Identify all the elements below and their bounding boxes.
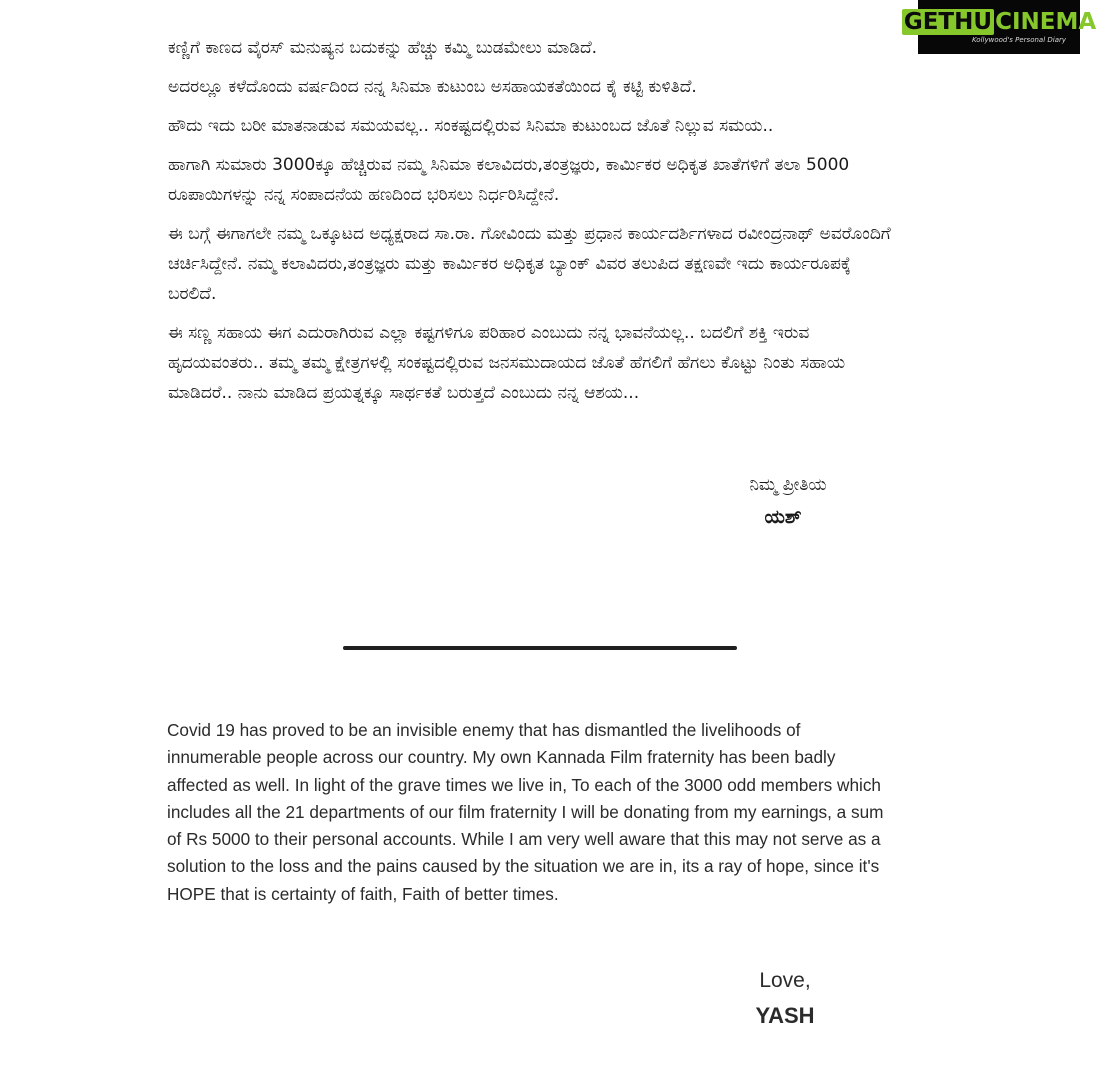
kannada-paragraph: ಅದರಲ್ಲೂ ಕಳೆದೊಂದು ವರ್ಷದಿಂದ ನನ್ನ ಸಿನಿಮಾ ಕುಟುಂಬ ಅಸಹಾಯಕತೆಯಿಂದ ಕೈ ಕಟ್ಟಿ ಕುಳಿತಿದೆ. [168, 77, 697, 97]
kannada-paragraph: ಹೌದು ಇದು ಬರೀ ಮಾತನಾಡುವ ಸಮಯವಲ್ಲ.. ಸಂಕಷ್ಟದಲ್ಲಿರುವ ಸಿನಿಮಾ ಕುಟುಂಬದ ಜೊತೆ ನಿಲ್ಲುವ ಸಮಯ.. [168, 116, 774, 136]
logo-word-gethu: GETHU [903, 9, 993, 35]
section-divider [343, 646, 737, 650]
english-signature: YASH [755, 1003, 815, 1028]
logo-word-cinema: CINEMA [995, 9, 1096, 35]
kannada-paragraph: ಈ ಸಣ್ಣ ಸಹಾಯ ಈಗ ಎದುರಾಗಿರುವ ಎಲ್ಲಾ ಕಷ್ಟಗಳಿಗೂ ಪರಿಹಾರ ಎಂಬುದು ನನ್ನ ಭಾವನೆಯಲ್ಲ.. ಬದಲಿಗೆ ಶಕ್ತಿ ಇರುವ ಹೃದಯವಂತರು.. ತಮ್ಮ ತಮ್ಮ ಕ್ಷೇತ್ರಗಳಲ್ಲಿ ಸಂಕಷ್ಟದಲ್ಲಿರುವ ಜನಸಮುದಾಯದ ಜೊತೆ ಹೆಗಲಿಗೆ ಹೆಗಲು ಕೊಟ್ಟು ನಿಂತು ಸಹಾಯ ಮಾಡಿದರೆ.. ನಾನು ಮಾಡಿದ ಪ್ರಯತ್ನಕ್ಕೂ ಸಾರ್ಥಕತೆ ಬರುತ್ತದೆ ಎಂಬುದು ನನ್ನ ಆಶಯ... [168, 323, 846, 403]
kannada-paragraph: ಹಾಗಾಗಿ ಸುಮಾರು 3000ಕ್ಕೂ ಹೆಚ್ಚಿರುವ ನಮ್ಮ ಸಿನಿಮಾ ಕಲಾವಿದರು,ತಂತ್ರಜ್ಞರು, ಕಾರ್ಮಿಕರ ಅಧಿಕೃತ ಖಾತೆಗಳಿಗೆ ತಲಾ 5000 ರೂಪಾಯಿಗಳನ್ನು ನನ್ನ ಸಂಪಾದನೆಯ ಹಣದಿಂದ ಭರಿಸಲು ನಿರ್ಧರಿಸಿದ್ದೇನೆ. [168, 155, 850, 205]
english-signoff [740, 966, 830, 1034]
kannada-paragraph: ಈ ಬಗ್ಗೆ ಈಗಾಗಲೇ ನಮ್ಮ ಒಕ್ಕೂಟದ ಅಧ್ಯಕ್ಷರಾದ ಸಾ.ರಾ. ಗೋವಿಂದು ಮತ್ತು ಪ್ರಧಾನ ಕಾರ್ಯದರ್ಶಿಗಳಾದ ರವೀಂದ್ರನಾಥ್ ಅವರೊಂದಿಗೆ ಚರ್ಚಿಸಿದ್ದೇನೆ. ನಮ್ಮ ಕಲಾವಿದರು,ತಂತ್ರಜ್ಞರು ಮತ್ತು ಕಾರ್ಮಿಕರ ಅಧಿಕೃತ ಬ್ಯಾಂಕ್ ವಿವರ ತಲುಪಿದ ತಕ್ಷಣವೇ ಇದು ಕಾರ್ಯರೂಪಕ್ಕೆ ಬರಲಿದೆ. [168, 224, 891, 304]
gethu-cinema-logo [903, 0, 1096, 54]
english-closing: Love, [759, 969, 811, 992]
kannada-closing: ನಿಮ್ಮ ಪ್ರೀತಿಯ [749, 475, 827, 495]
kannada-paragraph: ಕಣ್ಣಿಗೆ ಕಾಣದ ವೈರಸ್ ಮನುಷ್ಯನ ಬದುಕನ್ನು ಹೆಚ್ಚು ಕಮ್ಮಿ ಬುಡಮೇಲು ಮಾಡಿದೆ. [168, 38, 598, 58]
logo-tagline: Kollywood's Personal Diary [971, 36, 1067, 44]
logo-wordmark [902, 10, 1096, 34]
english-letter-body: Covid 19 has proved to be an invisible enemy that has dismantled the livelihoods of innumerable people across our country. My own Kannada Film fraternity has been badly affected as well. In light of the grave times we live in, To each of the 3000 odd members which includes all the 21 departments of our film fraternity I will be donating from my earnings, a sum of Rs 5000 to their personal accounts. While I am very well aware that this may not serve as a solution to the loss and the pains caused by the situation we are in, its a ray of hope, since it's HOPE that is certainty of faith, Faith of better times. [167, 720, 884, 904]
kannada-signature: ಯಶ್ [764, 506, 802, 528]
kannada-letter-body [168, 33, 898, 417]
kannada-signoff [708, 470, 868, 534]
